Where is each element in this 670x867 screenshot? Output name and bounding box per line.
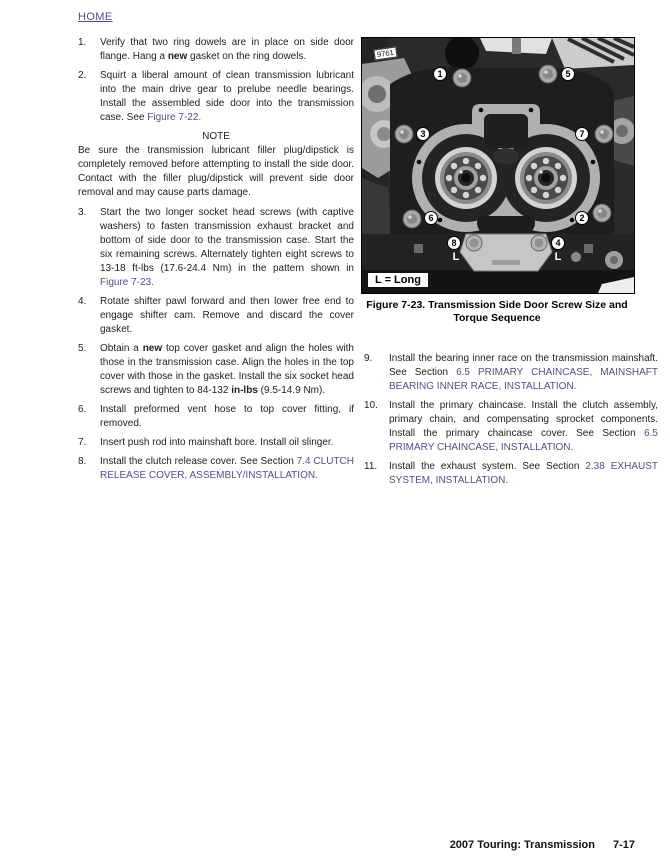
item-text xyxy=(100,36,354,64)
item-text xyxy=(100,69,354,125)
item-text xyxy=(100,295,354,337)
bold-text: in-lbs xyxy=(231,385,258,396)
list-item-10 xyxy=(364,399,658,455)
cross-reference-link[interactable]: 6.5 PRIMARY CHAINCASE, INSTALLATION. xyxy=(389,428,658,453)
item-text xyxy=(100,206,354,290)
text-run: Install the clutch release cover. See Section xyxy=(100,456,297,467)
torque-callout-3: 3 xyxy=(416,127,430,141)
text-run: Squirt a liberal amount of clean transmission lubricant into the main drive gear to prelube needle bearings. Install the assembled side door into the transmission case. See xyxy=(100,70,354,123)
torque-callout-5: 5 xyxy=(561,67,575,81)
text-run: Start the two longer socket head screws (with captive washers) to fasten transmission exhaust bracket and bottom of side door to the transmission case. Start the six remaining screws. Alternately tighten eight screws to 13-18 ft-lbs (17.6-24.4 Nm) in the pattern shown in xyxy=(100,207,354,274)
text-run: Install preformed vent hose to top cover fitting, if removed. xyxy=(100,404,354,429)
list-item-7 xyxy=(78,436,354,450)
item-number: 11. xyxy=(364,461,378,472)
home-link[interactable]: HOME xyxy=(78,11,113,23)
text-run: gasket on the ring dowels. xyxy=(187,51,307,62)
cross-reference-link[interactable]: Figure 7-23. xyxy=(100,277,154,288)
list-item-2 xyxy=(78,69,354,125)
list-item-1 xyxy=(78,36,354,64)
torque-callout-1: 1 xyxy=(433,67,447,81)
figure-caption: Figure 7-23. Transmission Side Door Screw Size and Torque Sequence xyxy=(366,299,628,324)
torque-callout-7: 7 xyxy=(575,127,589,141)
footer-title: 2007 Touring: Transmission xyxy=(449,839,595,851)
item-number: 6. xyxy=(78,404,87,415)
item-number: 1. xyxy=(78,37,87,48)
item-text xyxy=(100,342,354,398)
item-text xyxy=(389,460,658,488)
text-run: Verify that two ring dowels are in place on side door flange. Hang a xyxy=(100,37,354,62)
item-text xyxy=(100,403,354,431)
item-text xyxy=(389,399,658,455)
left-column xyxy=(78,36,354,488)
torque-callout-2: 2 xyxy=(575,211,589,225)
long-screw-mark: L xyxy=(452,251,460,263)
cross-reference-link[interactable]: Figure 7-22. xyxy=(147,112,202,123)
text-run: Rotate shifter pawl forward and then lower free end to engage shifter cam. Remove and discard the cover gasket. xyxy=(100,296,354,335)
cross-reference-link[interactable]: 2.38 EXHAUST SYSTEM, INSTALLATION. xyxy=(389,461,658,486)
text-run: Insert push rod into mainshaft bore. Install oil slinger. xyxy=(100,437,334,448)
list-item-5 xyxy=(78,342,354,398)
item-number: 7. xyxy=(78,437,87,448)
text-run: (9.5-14.9 Nm). xyxy=(257,385,326,396)
list-item-9 xyxy=(364,352,658,394)
text-run: top cover gasket and align the holes with those in the transmission case. Align the holes in the top cover with those in the gasket. Install the six socket head screws and tighten to 84-132 xyxy=(100,343,354,396)
torque-callout-6: 6 xyxy=(424,211,438,225)
item-text xyxy=(100,455,354,483)
figure-overlay xyxy=(362,38,634,293)
text-run: Install the primary chaincase. Install the clutch assembly, primary chain, and compensating sprocket components. Install the primary chaincase cover. See Section xyxy=(389,400,658,439)
item-number: 9. xyxy=(364,353,373,364)
text-run: Install the bearing inner race on the transmission mainshaft. See Section xyxy=(389,353,658,378)
note-text: Be sure the transmission lubricant filler plug/dipstick is completely removed before attempting to install the side door. Contact with the filler plug/dipstick will prevent side door removal and may cause parts damage. xyxy=(78,145,354,198)
item-number: 8. xyxy=(78,456,87,467)
list-item-6 xyxy=(78,403,354,431)
item-text xyxy=(100,436,354,450)
long-screw-mark: L xyxy=(554,251,562,263)
text-run: Install the exhaust system. See Section xyxy=(389,461,586,472)
item-number: 2. xyxy=(78,70,87,81)
item-number: 3. xyxy=(78,207,87,218)
right-column xyxy=(364,352,658,493)
figure-7-23 xyxy=(361,37,635,294)
note-heading: NOTE xyxy=(202,131,230,142)
torque-callout-4: 4 xyxy=(551,236,565,250)
list-item-3 xyxy=(78,206,354,290)
list-item-11 xyxy=(364,460,658,488)
figure-legend: L = Long xyxy=(367,272,429,288)
item-number: 10. xyxy=(364,400,378,411)
cross-reference-link[interactable]: 7.4 CLUTCH RELEASE COVER, ASSEMBLY/INSTALLATION. xyxy=(100,456,354,481)
torque-callout-8: 8 xyxy=(447,236,461,250)
item-number: 5. xyxy=(78,343,87,354)
bold-text: new xyxy=(167,51,188,62)
item-number: 4. xyxy=(78,296,87,307)
footer-page-number: 7-17 xyxy=(612,839,635,851)
item-text xyxy=(389,352,658,394)
cross-reference-link[interactable]: 6.5 PRIMARY CHAINCASE, MAINSHAFT BEARING INNER RACE, INSTALLATION. xyxy=(389,367,658,392)
bold-text: new xyxy=(142,343,163,354)
list-item-4 xyxy=(78,295,354,337)
text-run: Obtain a xyxy=(100,343,143,354)
list-item-8 xyxy=(78,455,354,483)
photo-id-tag: 9761 xyxy=(373,46,397,60)
page-footer xyxy=(450,839,635,851)
